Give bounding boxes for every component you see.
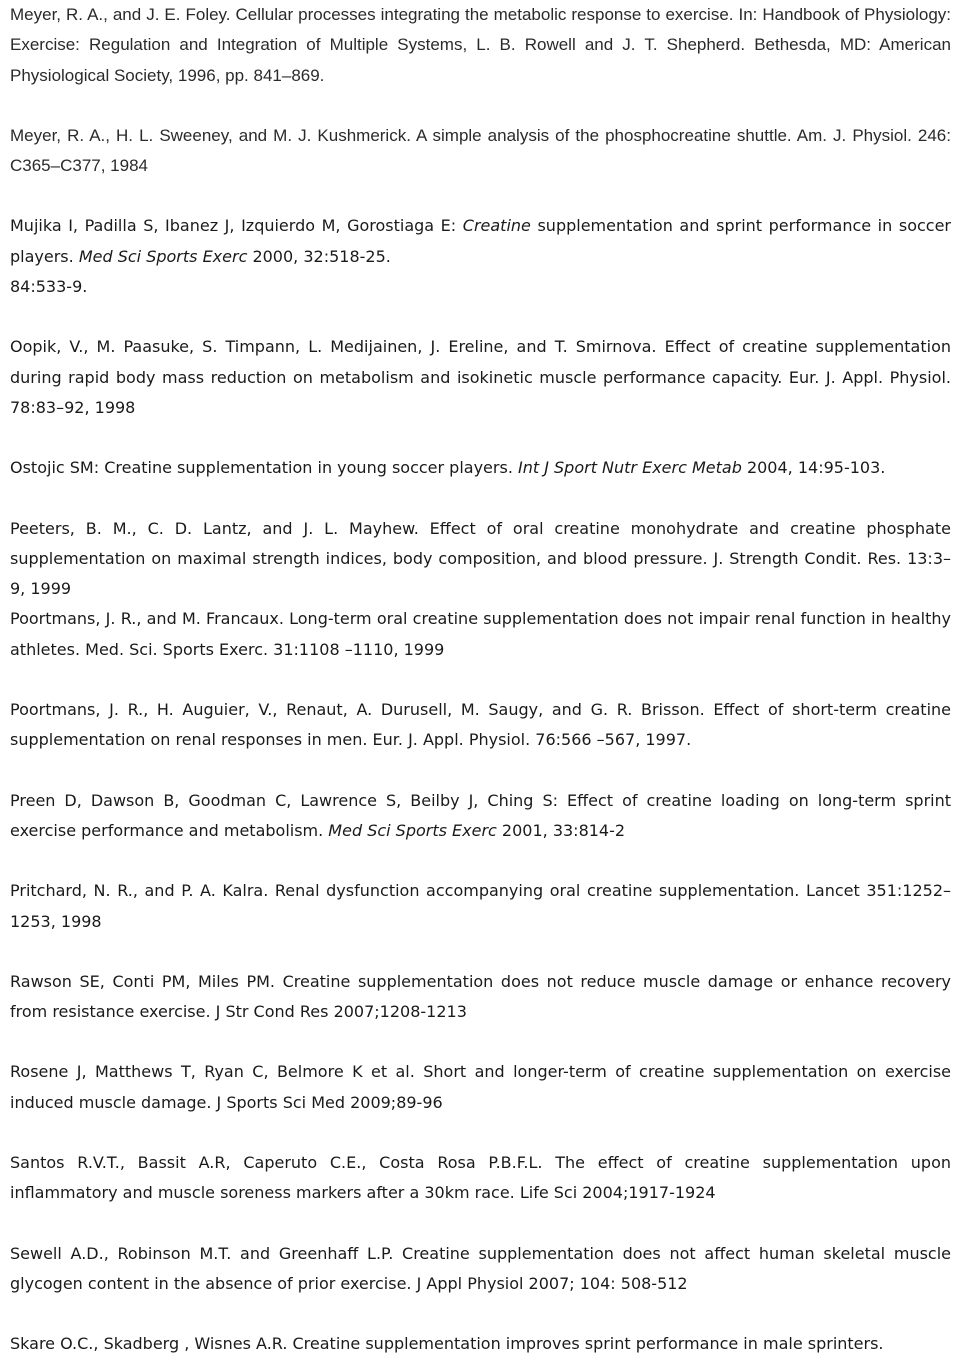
reference-preen-title: Preen D, Dawson B, Goodman C, Lawrence S, Beilby J, Ching S: Effect of creatine loading on long-term sprint exercise performance and metabolism. — [10, 790, 951, 840]
reference-list — [10, 0, 951, 1360]
reference-mujika-italic-title: Creatine — [462, 216, 531, 236]
reference-poortmans-auguier: Poortmans, J. R., H. Auguier, V., Renaut, A. Durusell, M. Saugy, and G. R. Brisson. Effect of short-term creatine supplementation on renal responses in men. Eur. J. Appl. Physiol. 76:566 –567, 1997. — [10, 700, 951, 750]
reference-ostojic — [10, 453, 951, 483]
reference-peeters: Peeters, B. M., C. D. Lantz, and J. L. Mayhew. Effect of oral creatine monohydrate and creatine phosphate supplementation on maximal strength indices, body composition, and blood pressure. J. Strength Condit. Res. 13:3–9, 1999 — [10, 518, 951, 599]
reference-mujika-extra: 84:533-9. — [10, 277, 88, 297]
reference-mujika-authors: Mujika I, Padilla S, Ibanez J, Izquierdo M, Gorostiaga E: — [10, 216, 463, 236]
reference-poortmans-francaux: Poortmans, J. R., and M. Francaux. Long-term oral creatine supplementation does not impair renal function in healthy athletes. Med. Sci. Sports Exerc. 31:1108 –1110, 1999 — [10, 609, 951, 659]
reference-preen-journal: Med Sci Sports Exerc — [328, 820, 497, 840]
reference-mujika-title: supplementation and sprint performance in soccer players. — [10, 216, 951, 266]
reference-rawson: Rawson SE, Conti PM, Miles PM. Creatine supplementation does not reduce muscle damage or enhance recovery from resistance exercise. J Str Cond Res 2007;1208-1213 — [10, 971, 951, 1022]
reference-mujika — [10, 211, 951, 302]
reference-preen-citation: 2001, 33:814-2 — [496, 820, 626, 840]
reference-sewell: Sewell A.D., Robinson M.T. and Greenhaff L.P. Creatine supplementation does not affect human skeletal muscle glycogen content in the absence of prior exercise. J Appl Physiol 2007; 104: 508-512 — [10, 1243, 951, 1293]
reference-pritchard: Pritchard, N. R., and P. A. Kalra. Renal dysfunction accompanying oral creatine supplementation. Lancet 351:1252–1253, 1998 — [10, 881, 951, 931]
reference-oopik: Oopik, V., M. Paasuke, S. Timpann, L. Medijainen, J. Ereline, and T. Smirnova. Effect of creatine supplementation during rapid body mass reduction on metabolism and isokinetic muscle performance capacity. Eur. J. Appl. Physiol. 78:83–92, 1998 — [10, 337, 951, 417]
reference-skare: Skare O.C., Skadberg , Wisnes A.R. Creatine supplementation improves sprint performance in male sprinters. — [10, 1334, 884, 1354]
reference-mujika-journal: Med Sci Sports Exerc — [78, 246, 248, 266]
reference-meyer-sweeney: Meyer, R. A., H. L. Sweeney, and M. J. Kushmerick. A simple analysis of the phosphocreatine shuttle. Am. J. Physiol. 246: C365–C377, 1984 — [10, 125, 951, 176]
reference-ostojic-journal: Int J Sport Nutr Exerc Metab — [517, 458, 742, 478]
reference-meyer-foley: Meyer, R. A., and J. E. Foley. Cellular processes integrating the metabolic response to exercise. In: Handbook of Physiology: Exercise: Regulation and Integration of Multiple Systems, L. B. Rowell and J. T. Shepherd. Bethesda, MD: American Physiological Society, 1996, pp. 841–869. — [10, 5, 951, 85]
reference-ostojic-title: Ostojic SM: Creatine supplementation in young soccer players. — [10, 458, 518, 478]
reference-santos: Santos R.V.T., Bassit A.R, Caperuto C.E., Costa Rosa P.B.F.L. The effect of creatine supplementation upon inflammatory and muscle soreness markers after a 30km race. Life Sci 2004;1917-1924 — [10, 1153, 951, 1203]
reference-rosene: Rosene J, Matthews T, Ryan C, Belmore K et al. Short and longer-term of creatine supplementation on exercise induced muscle damage. J Sports Sci Med 2009;89-96 — [10, 1062, 951, 1112]
reference-ostojic-citation: 2004, 14:95-103. — [741, 458, 886, 478]
reference-mujika-citation: 2000, 32:518-25. — [247, 246, 391, 266]
reference-preen — [10, 786, 951, 847]
